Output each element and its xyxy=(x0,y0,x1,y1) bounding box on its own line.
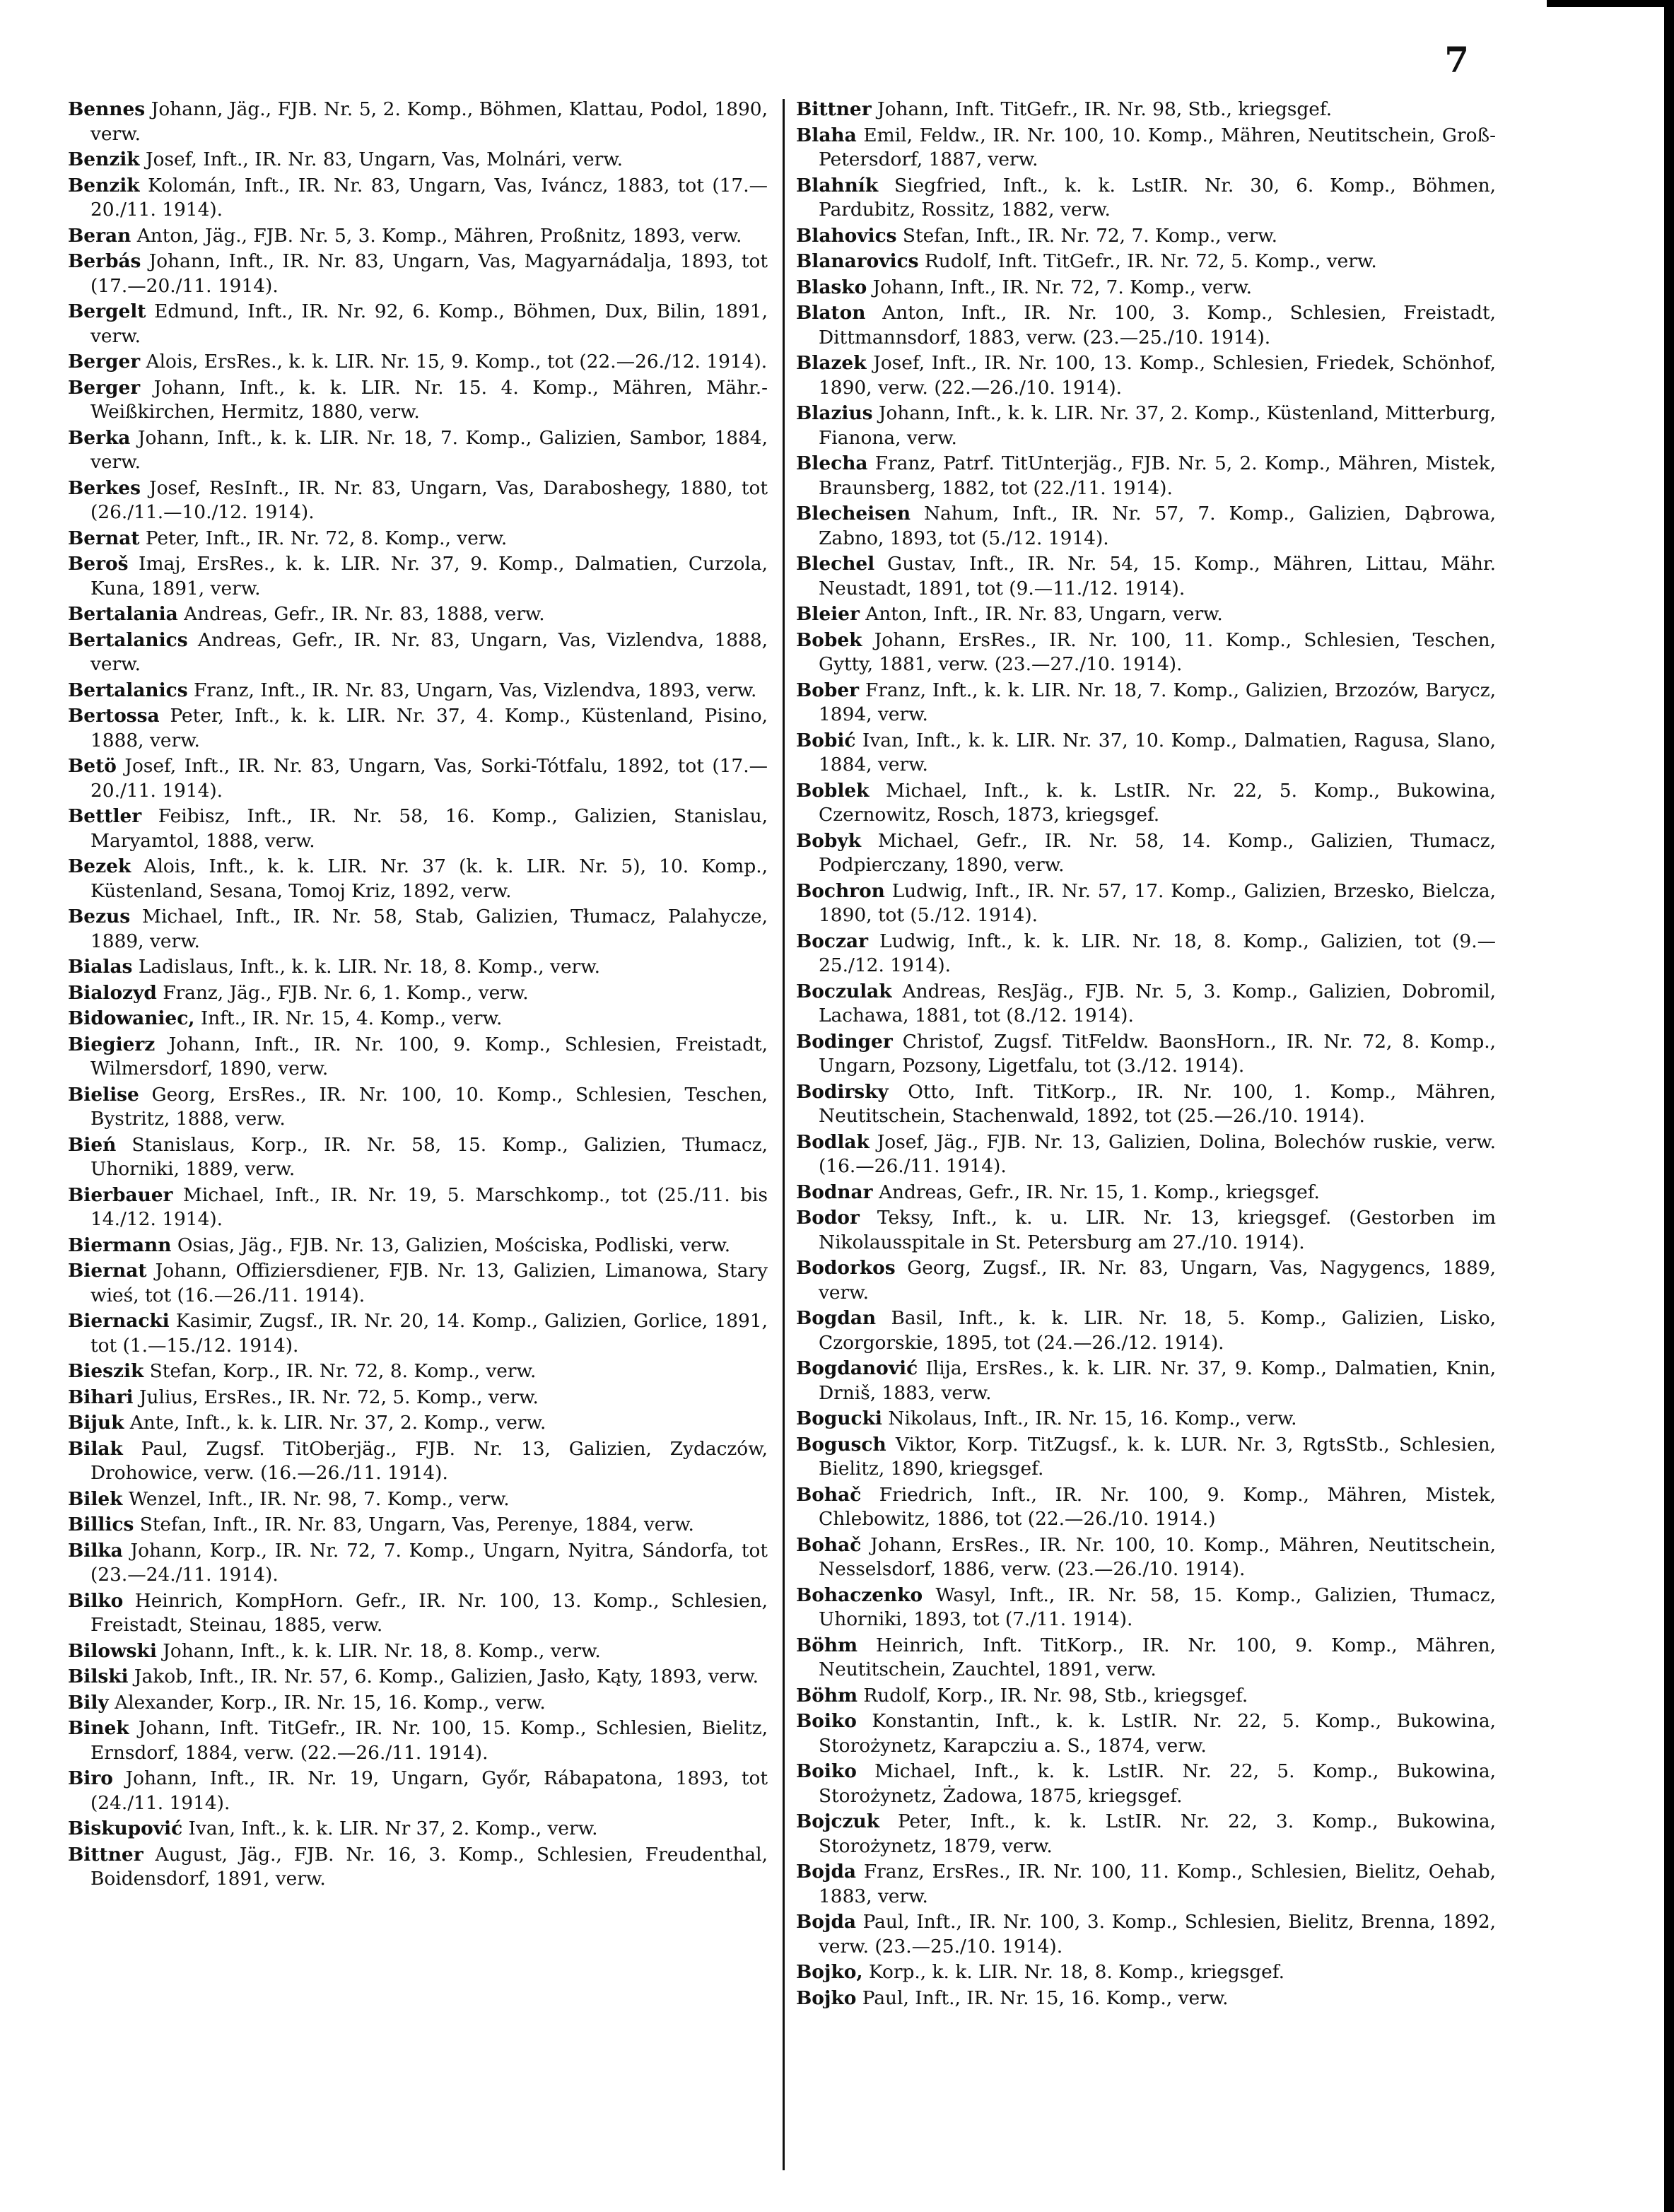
register-entry xyxy=(796,1709,1496,1758)
entry-details: Michael, Inft., IR. Nr. 58, Stab, Galizien, Tłumacz, Palahycze, 1889, verw. xyxy=(90,906,768,952)
entry-surname: Boblek xyxy=(796,779,870,802)
entry-details: Alois, ErsRes., k. k. LIR. Nr. 15, 9. Komp., tot (22.—26./12. 1914). xyxy=(146,351,768,373)
entry-details: Stefan, Inft., IR. Nr. 72, 7. Komp., verw. xyxy=(902,224,1277,247)
entry-details: Johann, ErsRes., IR. Nr. 100, 11. Komp., Schlesien, Teschen, Gytty, 1881, verw. (23.—27./10. 1914). xyxy=(819,628,1496,675)
entry-details: Ludwig, Inft., IR. Nr. 57, 17. Komp., Galizien, Brzesko, Bielcza, 1890, tot (5./12. 1914). xyxy=(819,879,1496,926)
entry-surname: Bielise xyxy=(68,1083,139,1106)
entry-details: Ante, Inft., k. k. LIR. Nr. 37, 2. Komp., verw. xyxy=(129,1412,546,1434)
entry-details: Jakob, Inft., IR. Nr. 57, 6. Komp., Galizien, Jasło, Kąty, 1893, verw. xyxy=(134,1666,759,1687)
register-entry xyxy=(68,350,768,375)
entry-surname: Bogdanović xyxy=(796,1357,918,1379)
entry-surname: Bertalania xyxy=(68,603,178,625)
register-entry xyxy=(796,679,1496,727)
entry-surname: Bojczuk xyxy=(796,1810,879,1832)
entry-surname: Blazius xyxy=(796,402,873,424)
entry-details: Rudolf, Inft. TitGefr., IR. Nr. 72, 5. Komp., verw. xyxy=(924,250,1377,272)
entry-details: Stefan, Korp., IR. Nr. 72, 8. Komp., verw. xyxy=(149,1360,537,1382)
entry-details: Franz, Inft., k. k. LIR. Nr. 18, 7. Komp., Galizien, Brzozów, Barycz, 1894, verw. xyxy=(819,679,1497,725)
entry-details: Peter, Inft., IR. Nr. 72, 8. Komp., verw. xyxy=(145,527,508,549)
entry-surname: Bogucki xyxy=(796,1408,882,1429)
entry-surname: Bieszik xyxy=(68,1360,144,1382)
entry-surname: Bilko xyxy=(68,1589,124,1612)
entry-details: Basil, Inft., k. k. LIR. Nr. 18, 5. Komp., Galizien, Lisko, Czorgorskie, 1895, tot (24.—26./12. 1914). xyxy=(819,1307,1496,1354)
entry-details: Johann, Inft. TitGefr., IR. Nr. 98, Stb., kriegsgef. xyxy=(877,98,1333,120)
entry-surname: Bobyk xyxy=(796,829,861,852)
entry-details: Heinrich, Inft. TitKorp., IR. Nr. 100, 9. Komp., Mähren, Neutitschein, Zauchtel, 1891, verw. xyxy=(819,1634,1496,1680)
entry-details: Heinrich, KompHorn. Gefr., IR. Nr. 100, 13. Komp., Schlesien, Freistadt, Steinau, 1885, verw. xyxy=(90,1589,768,1636)
entry-surname: Bily xyxy=(68,1691,109,1714)
register-entry xyxy=(796,879,1496,928)
entry-surname: Bohač xyxy=(796,1483,862,1506)
entry-details: Friedrich, Inft., IR. Nr. 100, 9. Komp., Mähren, Mistek, Chlebowitz, 1886, tot (22.—26./10. 1914.) xyxy=(819,1483,1496,1530)
entry-surname: Berkes xyxy=(68,476,141,499)
column-divider xyxy=(783,99,785,2170)
entry-surname: Bilowski xyxy=(68,1639,157,1662)
entry-details: Andreas, Gefr., IR. Nr. 83, Ungarn, Vas, Vizlendva, 1888, verw. xyxy=(90,628,768,675)
register-entry xyxy=(796,1634,1496,1683)
entry-surname: Bojda xyxy=(796,1861,857,1883)
entry-details: Christof, Zugsf. TitFeldw. BaonsHorn., IR. Nr. 72, 8. Komp., Ungarn, Pozsony, Ligetfalu, tot (3./12. 1914). xyxy=(819,1030,1496,1077)
entry-surname: Bodorkos xyxy=(796,1257,896,1279)
entry-surname: Boczulak xyxy=(796,980,892,1002)
entry-surname: Bochron xyxy=(796,879,885,902)
register-entry xyxy=(68,1259,768,1308)
register-entry xyxy=(796,301,1496,350)
register-entry xyxy=(68,1487,768,1512)
entry-surname: Bodinger xyxy=(796,1030,893,1053)
register-entry xyxy=(68,905,768,954)
entry-surname: Bialozyd xyxy=(68,981,157,1004)
entry-surname: Bilka xyxy=(68,1539,123,1562)
entry-details: Georg, ErsRes., IR. Nr. 100, 10. Komp., Schlesien, Teschen, Bystritz, 1888, verw. xyxy=(90,1083,768,1130)
entry-details: Ludwig, Inft., k. k. LIR. Nr. 18, 8. Komp., Galizien, tot (9.—25./12. 1914). xyxy=(819,930,1497,976)
entry-details: Anton, Inft., IR. Nr. 83, Ungarn, verw. xyxy=(865,603,1223,625)
register-entry xyxy=(796,1306,1496,1355)
register-entry xyxy=(68,679,768,703)
entry-surname: Blaton xyxy=(796,302,866,324)
register-entry xyxy=(796,1533,1496,1582)
entry-surname: Bihari xyxy=(68,1386,134,1408)
register-entry xyxy=(796,402,1496,450)
register-entry xyxy=(796,1760,1496,1808)
register-entry xyxy=(796,729,1496,778)
entry-details: Johann, Inft., k. k. LIR. Nr. 18, 8. Komp., verw. xyxy=(163,1639,601,1662)
register-entry xyxy=(796,1584,1496,1632)
register-entry xyxy=(796,351,1496,400)
register-entry xyxy=(68,1665,768,1690)
entry-details: Johann, Inft., IR. Nr. 72, 7. Komp., verw. xyxy=(872,276,1253,298)
entry-details: Franz, Jäg., FJB. Nr. 6, 1. Komp., verw. xyxy=(163,981,529,1004)
entry-surname: Berger xyxy=(68,376,141,399)
entry-details: Josef, Jäg., FJB. Nr. 13, Galizien, Dolina, Bolechów ruskie, verw. (16.—26./11. 1914). xyxy=(819,1130,1497,1177)
entry-surname: Benzik xyxy=(68,148,140,170)
entry-surname: Boiko xyxy=(796,1760,857,1782)
register-entry xyxy=(68,955,768,980)
entry-surname: Berka xyxy=(68,426,131,449)
register-entry xyxy=(68,300,768,349)
entry-surname: Blaha xyxy=(796,124,857,146)
entry-surname: Bertalanics xyxy=(68,628,188,651)
entry-details: Michael, Inft., k. k. LstIR. Nr. 22, 5. Komp., Bukowina, Storożynetz, Żadowa, 1875, kriegsgef. xyxy=(819,1760,1497,1807)
register-entry xyxy=(796,829,1496,878)
entry-surname: Bezek xyxy=(68,855,131,877)
register-entry xyxy=(796,224,1496,249)
entry-details: August, Jäg., FJB. Nr. 16, 3. Komp., Schlesien, Freudenthal, Boidensdorf, 1891, verw. xyxy=(90,1843,768,1890)
entry-details: Franz, Patrf. TitUnterjäg., FJB. Nr. 5, 2. Komp., Mähren, Mistek, Braunsberg, 1882, tot (22./11. 1914). xyxy=(819,452,1496,499)
entry-surname: Bleier xyxy=(796,603,860,625)
entry-surname: Bodnar xyxy=(796,1181,873,1203)
entry-surname: Bobić xyxy=(796,729,856,751)
register-entry xyxy=(796,1483,1496,1532)
entry-details: Franz, ErsRes., IR. Nr. 100, 11. Komp., Schlesien, Bielitz, Oehab, 1883, verw. xyxy=(819,1861,1496,1907)
register-entry xyxy=(68,1513,768,1538)
entry-details: Johann, Offiziersdiener, FJB. Nr. 13, Galizien, Limanowa, Stary wieś, tot (16.—26./11. 1914). xyxy=(90,1260,768,1306)
register-entry xyxy=(796,1130,1496,1179)
entry-details: Stefan, Inft., IR. Nr. 83, Ungarn, Vas, Perenye, 1884, verw. xyxy=(139,1514,694,1535)
register-entry xyxy=(796,124,1496,172)
entry-surname: Blecha xyxy=(796,452,868,474)
entry-details: Nikolaus, Inft., IR. Nr. 15, 16. Komp., verw. xyxy=(888,1408,1297,1429)
register-entry xyxy=(796,930,1496,978)
register-entry xyxy=(796,174,1496,223)
register-entry xyxy=(68,1767,768,1815)
page-number: 7 xyxy=(1444,39,1469,81)
entry-surname: Biernacki xyxy=(68,1310,170,1332)
register-entry xyxy=(796,1810,1496,1859)
entry-details: Andreas, ResJäg., FJB. Nr. 5, 3. Komp., Galizien, Dobromil, Lachawa, 1881, tot (8./12. 1914). xyxy=(819,980,1496,1026)
entry-details: Siegfried, Inft., k. k. LstIR. Nr. 30, 6. Komp., Böhmen, Pardubitz, Rossitz, 1882, verw. xyxy=(819,174,1497,221)
entry-details: Josef, Inft., IR. Nr. 100, 13. Komp., Schlesien, Friedek, Schönhof, 1890, verw. (22.—26./10. 1914). xyxy=(819,352,1496,399)
entry-surname: Bittner xyxy=(796,98,872,120)
entry-details: Wenzel, Inft., IR. Nr. 98, 7. Komp., verw. xyxy=(128,1487,510,1510)
entry-surname: Bezus xyxy=(68,906,131,927)
entry-details: Stanislaus, Korp., IR. Nr. 58, 15. Komp., Galizien, Tłumacz, Uhorniki, 1889, verw. xyxy=(90,1133,768,1180)
register-entry xyxy=(68,602,768,627)
entry-surname: Bodlak xyxy=(796,1130,870,1153)
entry-surname: Blecheisen xyxy=(796,503,911,525)
entry-details: Johann, Inft., k. k. LIR. Nr. 37, 2. Komp., Küstenland, Mitterburg, Fianona, verw. xyxy=(819,402,1496,449)
entry-surname: Bilek xyxy=(68,1487,123,1510)
entry-surname: Blechel xyxy=(796,553,875,575)
register-entry xyxy=(68,1234,768,1258)
register-entry xyxy=(68,1033,768,1082)
register-entry xyxy=(68,1309,768,1358)
register-entry xyxy=(796,1433,1496,1482)
entry-details: Johann, Inft., IR. Nr. 100, 9. Komp., Schlesien, Freistadt, Wilmersdorf, 1890, verw. xyxy=(90,1033,768,1079)
register-entry xyxy=(68,1183,768,1232)
entry-surname: Bilski xyxy=(68,1666,129,1687)
entry-details: Peter, Inft., k. k. LIR. Nr. 37, 4. Komp., Küstenland, Pisino, 1888, verw. xyxy=(90,705,768,751)
register-entry xyxy=(796,1860,1496,1909)
entry-details: Johann, Inft., k. k. LIR. Nr. 15. 4. Komp., Mähren, Mähr.-Weißkirchen, Hermitz, 1880, verw. xyxy=(90,376,768,423)
entry-details: Johann, Inft. TitGefr., IR. Nr. 100, 15. Komp., Schlesien, Bielitz, Ernsdorf, 1884, verw. (22.—26./11. 1914). xyxy=(90,1717,768,1764)
entry-details: Osias, Jäg., FJB. Nr. 13, Galizien, Mościska, Podliski, verw. xyxy=(177,1234,731,1256)
entry-surname: Bertalanics xyxy=(68,679,188,701)
register-entry xyxy=(68,1589,768,1638)
register-entry xyxy=(796,276,1496,300)
entry-surname: Bilak xyxy=(68,1437,123,1460)
register-entry xyxy=(68,1133,768,1182)
register-entry xyxy=(68,1843,768,1892)
entry-details: Ladislaus, Inft., k. k. LIR. Nr. 18, 8. Komp., verw. xyxy=(138,956,601,978)
register-entry xyxy=(68,804,768,853)
register-entry xyxy=(68,1691,768,1716)
register-entry xyxy=(68,1817,768,1842)
register-entry xyxy=(796,98,1496,122)
entry-surname: Biro xyxy=(68,1767,113,1789)
entry-details: Anton, Inft., IR. Nr. 100, 3. Komp., Schlesien, Freistadt, Dittmannsdorf, 1883, verw. (23.—25./10. 1914). xyxy=(819,302,1496,349)
register-entry xyxy=(796,552,1496,601)
register-entry xyxy=(796,452,1496,501)
entry-details: Korp., k. k. LIR. Nr. 18, 8. Komp., kriegsgef. xyxy=(868,1961,1284,1983)
page-edge-top xyxy=(1547,0,1674,7)
entry-surname: Bittner xyxy=(68,1843,144,1866)
entry-surname: Bobek xyxy=(796,628,862,651)
entry-surname: Bertossa xyxy=(68,705,160,727)
entry-details: Paul, Inft., IR. Nr. 100, 3. Komp., Schlesien, Bielitz, Brenna, 1892, verw. (23.—25./10. 1914). xyxy=(819,1911,1496,1958)
register-entry xyxy=(68,1359,768,1384)
entry-surname: Bogusch xyxy=(796,1433,886,1456)
register-entry xyxy=(796,1684,1496,1709)
entry-details: Viktor, Korp. TitZugsf., k. k. LUR. Nr. 3, RgtsStb., Schlesien, Bielitz, 1890, kriegsgef. xyxy=(819,1433,1496,1480)
register-entry xyxy=(796,1407,1496,1432)
register-entry xyxy=(68,426,768,475)
entry-surname: Binek xyxy=(68,1717,129,1739)
entry-details: Nahum, Inft., IR. Nr. 57, 7. Komp., Galizien, Dąbrowa, Zabno, 1893, tot (5./12. 1914). xyxy=(819,503,1496,549)
entry-surname: Blanarovics xyxy=(796,250,919,272)
entry-surname: Bettler xyxy=(68,805,142,827)
entry-surname: Blasko xyxy=(796,276,867,298)
entry-details: Andreas, Gefr., IR. Nr. 83, 1888, verw. xyxy=(184,603,545,625)
entry-surname: Biegierz xyxy=(68,1033,156,1055)
entry-surname: Boczar xyxy=(796,930,868,952)
entry-details: Emil, Feldw., IR. Nr. 100, 10. Komp., Mähren, Neutitschein, Groß-Petersdorf, 1887, verw. xyxy=(819,124,1497,170)
register-entry xyxy=(796,1080,1496,1129)
register-entry xyxy=(796,250,1496,274)
register-entry xyxy=(68,1539,768,1588)
entry-surname: Bidowaniec, xyxy=(68,1007,195,1029)
entry-details: Wasyl, Inft., IR. Nr. 58, 15. Komp., Galizien, Tłumacz, Uhorniki, 1893, tot (7./11. 1914). xyxy=(819,1584,1496,1630)
register-entry xyxy=(796,1960,1496,1985)
entry-details: Kolomán, Inft., IR. Nr. 83, Ungarn, Vas, Iváncz, 1883, tot (17.—20./11. 1914). xyxy=(90,174,768,221)
entry-surname: Bohač xyxy=(796,1533,862,1556)
entry-details: Inft., IR. Nr. 15, 4. Komp., verw. xyxy=(200,1007,503,1029)
entry-surname: Böhm xyxy=(796,1684,858,1707)
entry-surname: Biernat xyxy=(68,1260,147,1282)
entry-details: Ivan, Inft., k. k. LIR. Nr. 37, 10. Komp., Dalmatien, Ragusa, Slano, 1884, verw. xyxy=(819,729,1496,776)
register-entry xyxy=(68,174,768,223)
register-entry xyxy=(68,98,768,146)
entry-details: Otto, Inft. TitKorp., IR. Nr. 100, 1. Komp., Mähren, Neutitschein, Stachenwald, 1892, tot (25.—26./10. 1914). xyxy=(819,1080,1497,1127)
register-entry xyxy=(68,376,768,425)
left-column xyxy=(68,98,768,1893)
entry-surname: Billics xyxy=(68,1514,134,1535)
entry-surname: Berbás xyxy=(68,250,141,272)
register-entry xyxy=(796,779,1496,828)
entry-details: Rudolf, Korp., IR. Nr. 98, Stb., kriegsgef. xyxy=(863,1684,1248,1707)
entry-surname: Bodirsky xyxy=(796,1080,889,1103)
entry-details: Johann, ErsRes., IR. Nr. 100, 10. Komp., Mähren, Neutitschein, Nesselsdorf, 1886, verw. (23.—26./10. 1914). xyxy=(819,1533,1496,1580)
register-entry xyxy=(68,981,768,1006)
register-entry xyxy=(796,1181,1496,1205)
register-entry xyxy=(796,1256,1496,1305)
entry-details: Michael, Inft., IR. Nr. 19, 5. Marschkomp., tot (25./11. bis 14./12. 1914). xyxy=(90,1183,768,1230)
entry-details: Edmund, Inft., IR. Nr. 92, 6. Komp., Böhmen, Dux, Bilin, 1891, verw. xyxy=(90,300,768,347)
entry-surname: Bober xyxy=(796,679,860,701)
register-entry xyxy=(796,1357,1496,1405)
entry-surname: Blahovics xyxy=(796,224,897,247)
right-column xyxy=(796,98,1496,2012)
entry-details: Georg, Zugsf., IR. Nr. 83, Ungarn, Vas, Nagygencs, 1889, verw. xyxy=(819,1257,1497,1304)
entry-surname: Beran xyxy=(68,224,131,247)
register-entry xyxy=(68,250,768,298)
entry-surname: Biermann xyxy=(68,1234,172,1256)
entry-details: Franz, Inft., IR. Nr. 83, Ungarn, Vas, Vizlendva, 1893, verw. xyxy=(193,679,757,701)
register-entry xyxy=(68,476,768,525)
entry-details: Ilija, ErsRes., k. k. LIR. Nr. 37, 9. Komp., Dalmatien, Knin, Drniš, 1883, verw. xyxy=(819,1357,1497,1404)
register-entry xyxy=(796,1206,1496,1255)
entry-surname: Bodor xyxy=(796,1207,860,1229)
register-entry xyxy=(68,628,768,677)
entry-surname: Biskupović xyxy=(68,1818,183,1839)
register-entry xyxy=(68,855,768,903)
entry-surname: Berger xyxy=(68,351,141,373)
entry-details: Johann, Inft., k. k. LIR. Nr. 18, 7. Komp., Galizien, Sambor, 1884, verw. xyxy=(90,426,768,473)
entry-details: Konstantin, Inft., k. k. LstIR. Nr. 22, 5. Komp., Bukowina, Storożynetz, Karapcziu a. S., 1874, verw. xyxy=(819,1710,1497,1757)
entry-details: Paul, Zugsf. TitOberjäg., FJB. Nr. 13, Galizien, Zydaczów, Drohowice, verw. (16.—26./11. 1914). xyxy=(90,1437,768,1484)
entry-details: Michael, Inft., k. k. LstIR. Nr. 22, 5. Komp., Bukowina, Czernowitz, Rosch, 1873, kriegsgef. xyxy=(819,779,1497,826)
register-entry xyxy=(68,1007,768,1031)
register-entry xyxy=(68,1083,768,1132)
register-entry xyxy=(796,502,1496,551)
entry-details: Gustav, Inft., IR. Nr. 54, 15. Komp., Mähren, Littau, Mähr. Neustadt, 1891, tot (9.—11./12. 1914). xyxy=(819,553,1496,599)
register-entry xyxy=(796,602,1496,627)
register-entry xyxy=(68,1411,768,1436)
entry-details: Josef, Inft., IR. Nr. 83, Ungarn, Vas, Molnári, verw. xyxy=(145,148,624,170)
register-entry xyxy=(796,1910,1496,1959)
entry-surname: Bennes xyxy=(68,98,146,120)
register-entry xyxy=(796,980,1496,1029)
entry-details: Johann, Inft., IR. Nr. 83, Ungarn, Vas, Magyarnádalja, 1893, tot (17.—20./11. 1914). xyxy=(90,250,768,297)
entry-surname: Bień xyxy=(68,1133,117,1156)
entry-details: Ivan, Inft., k. k. LIR. Nr 37, 2. Komp., verw. xyxy=(188,1818,598,1839)
entry-details: Alexander, Korp., IR. Nr. 15, 16. Komp., verw. xyxy=(115,1691,546,1714)
entry-details: Michael, Gefr., IR. Nr. 58, 14. Komp., Galizien, Tłumacz, Podpierczany, 1890, verw. xyxy=(819,829,1497,876)
entry-details: Johann, Inft., IR. Nr. 19, Ungarn, Győr, Rábapatona, 1893, tot (24./11. 1914). xyxy=(90,1767,768,1814)
entry-details: Imaj, ErsRes., k. k. LIR. Nr. 37, 9. Komp., Dalmatien, Curzola, Kuna, 1891, verw. xyxy=(90,553,768,599)
register-entry xyxy=(68,1437,768,1486)
page-edge-right xyxy=(1664,0,1674,2212)
entry-surname: Bernat xyxy=(68,527,140,549)
entry-surname: Beroš xyxy=(68,553,129,575)
register-entry xyxy=(796,1030,1496,1079)
entry-surname: Benzik xyxy=(68,174,140,197)
entry-surname: Blahník xyxy=(796,174,879,197)
entry-details: Julius, ErsRes., IR. Nr. 72, 5. Komp., verw. xyxy=(139,1386,539,1408)
entry-surname: Bojko, xyxy=(796,1961,863,1983)
register-entry xyxy=(68,552,768,601)
entry-details: Paul, Inft., IR. Nr. 15, 16. Komp., verw. xyxy=(862,1986,1229,2009)
entry-details: Feibisz, Inft., IR. Nr. 58, 16. Komp., Galizien, Stanislau, Maryamtol, 1888, verw. xyxy=(90,805,768,852)
entry-surname: Bojko xyxy=(796,1986,857,2009)
entry-surname: Blazek xyxy=(796,352,867,374)
entry-details: Andreas, Gefr., IR. Nr. 15, 1. Komp., kriegsgef. xyxy=(878,1181,1320,1203)
register-entry xyxy=(68,148,768,172)
entry-surname: Bijuk xyxy=(68,1412,124,1434)
entry-surname: Bohaczenko xyxy=(796,1584,923,1606)
entry-details: Johann, Korp., IR. Nr. 72, 7. Komp., Ungarn, Nyitra, Sándorfa, tot (23.—24./11. 1914). xyxy=(90,1539,768,1586)
register-entry xyxy=(68,754,768,803)
entry-details: Kasimir, Zugsf., IR. Nr. 20, 14. Komp., Galizien, Gorlice, 1891, tot (1.—15./12. 1914). xyxy=(90,1310,768,1357)
entry-details: Teksy, Inft., k. u. LIR. Nr. 13, kriegsgef. (Gestorben im Nikolausspitale in St. Petersburg am 27./10. 1914). xyxy=(819,1207,1496,1253)
entry-details: Anton, Jäg., FJB. Nr. 5, 3. Komp., Mähren, Proßnitz, 1893, verw. xyxy=(136,224,742,247)
register-entry xyxy=(68,224,768,249)
register-entry xyxy=(68,704,768,753)
entry-details: Johann, Jäg., FJB. Nr. 5, 2. Komp., Böhmen, Klattau, Podol, 1890, verw. xyxy=(90,98,768,145)
entry-surname: Betö xyxy=(68,755,117,777)
register-entry xyxy=(796,1986,1496,2011)
entry-surname: Bierbauer xyxy=(68,1183,173,1206)
entry-surname: Bergelt xyxy=(68,300,146,322)
register-entry xyxy=(68,1386,768,1410)
entry-surname: Bogdan xyxy=(796,1307,877,1329)
entry-details: Josef, Inft., IR. Nr. 83, Ungarn, Vas, Sorki-Tótfalu, 1892, tot (17.—20./11. 1914). xyxy=(90,755,768,802)
entry-surname: Boiko xyxy=(796,1710,857,1732)
entry-details: Peter, Inft., k. k. LstIR. Nr. 22, 3. Komp., Bukowina, Storożynetz, 1879, verw. xyxy=(819,1810,1497,1857)
entry-details: Alois, Inft., k. k. LIR. Nr. 37 (k. k. LIR. Nr. 5), 10. Komp., Küstenland, Sesana, Tomoj Kriz, 1892, verw. xyxy=(90,855,768,902)
entry-details: Josef, ResInft., IR. Nr. 83, Ungarn, Vas, Daraboshegy, 1880, tot (26./11.—10./12. 1914). xyxy=(90,476,768,523)
entry-surname: Bojda xyxy=(796,1911,857,1933)
register-entry xyxy=(68,1716,768,1765)
register-entry xyxy=(796,628,1496,677)
entry-surname: Bialas xyxy=(68,956,133,978)
register-entry xyxy=(68,527,768,551)
entry-surname: Böhm xyxy=(796,1634,858,1656)
register-entry xyxy=(68,1639,768,1664)
